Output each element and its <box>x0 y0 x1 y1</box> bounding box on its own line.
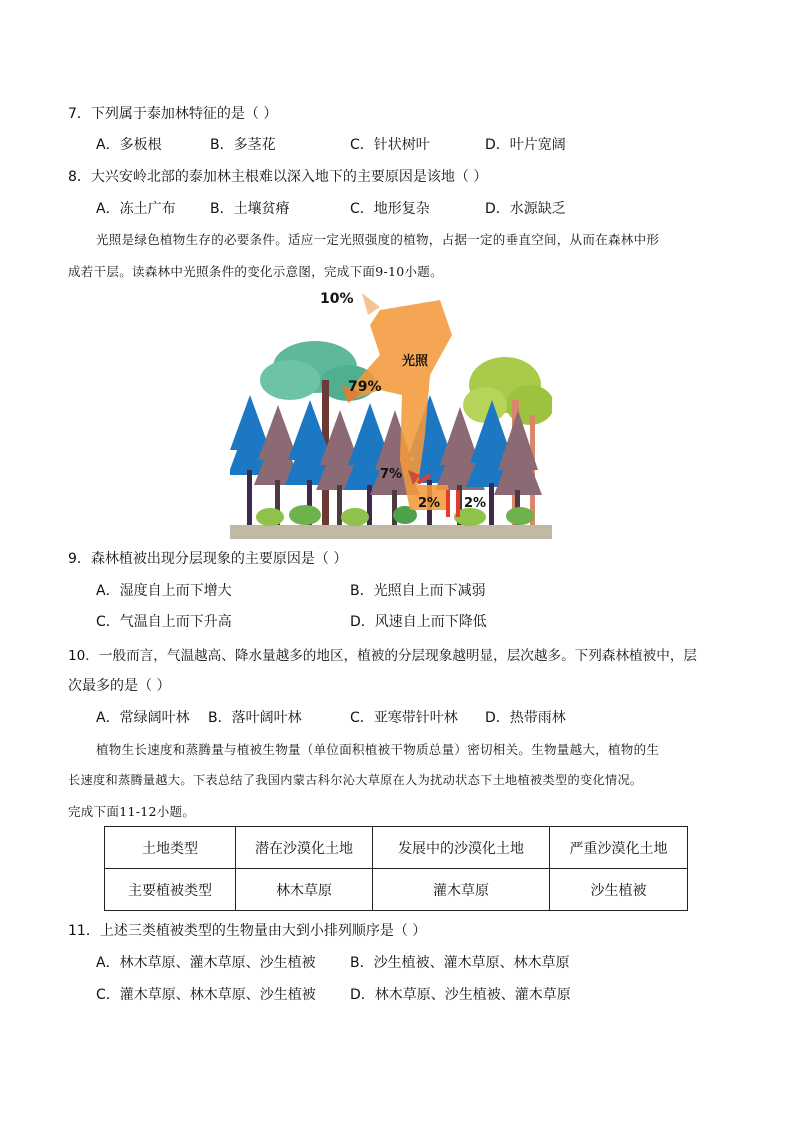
ground <box>230 525 552 539</box>
q11-option-d: D．林木草原、沙生植被、灌木草原 <box>350 987 571 1003</box>
question-9-stem: 9．森林植被出现分层现象的主要原因是（ ） <box>68 551 348 567</box>
table-cell: 严重沙漠化土地 <box>550 827 688 869</box>
q11-option-b: B．沙生植被、灌木草原、林木草原 <box>350 955 570 971</box>
table-cell: 灌木草原 <box>373 869 550 911</box>
q11-option-c: C．灌木草原、林木草原、沙生植被 <box>96 987 316 1003</box>
q10-option-b: B．落叶阔叶林 <box>208 710 302 726</box>
label-light: 光照 <box>402 354 429 369</box>
table-header-row <box>105 827 688 869</box>
label-mid-7pct: 7% <box>380 467 403 482</box>
question-11-stem: 11．上述三类植被类型的生物量由大到小排列顺序是（ ） <box>68 923 427 939</box>
question-8-stem: 8．大兴安岭北部的泰加林主根难以深入地下的主要原因是该地（ ） <box>68 169 488 185</box>
q10-option-d: D．热带雨林 <box>485 710 566 726</box>
intro-9-10-line2: 成若干层。读森林中光照条件的变化示意图，完成下面9-10小题。 <box>68 264 443 279</box>
q7-option-a: A．多板根 <box>96 137 162 153</box>
q10-option-a: A．常绿阔叶林 <box>96 710 190 726</box>
intro-11-12-line2: 长速度和蒸腾量越大。下表总结了我国内蒙古科尔沁大草原在人为扰动状态下土地植被类型的变化情况。 <box>68 773 643 787</box>
land-vegetation-table <box>104 826 688 911</box>
label-low-left-2pct: 2% <box>418 496 441 511</box>
q8-option-c: C．地形复杂 <box>350 201 430 217</box>
q7-option-c: C．针状树叶 <box>350 137 430 153</box>
q7-option-d: D．叶片宽阔 <box>485 137 566 153</box>
label-low-right-2pct: 2% <box>464 496 487 511</box>
label-top-10pct: 10% <box>320 291 354 307</box>
question-10-stem-line1: 10．一般而言，气温越高、降水量越多的地区，植被的分层现象越明显，层次越多。下列森林植被中，层 <box>68 648 698 664</box>
q8-option-b: B．土壤贫瘠 <box>210 201 290 217</box>
q10-option-c: C．亚寒带针叶林 <box>350 710 458 726</box>
table-row <box>105 869 688 911</box>
intro-11-12-line1: 植物生长速度和蒸腾量与植被生物量（单位面积植被干物质总量）密切相关。生物量越大，植物的生 <box>96 742 660 757</box>
conifer-trees <box>230 395 542 525</box>
table-cell: 土地类型 <box>105 827 236 869</box>
q7-option-b: B．多茎花 <box>210 137 276 153</box>
table-cell: 林木草原 <box>236 869 373 911</box>
forest-light-figure <box>230 285 552 541</box>
table-cell: 发展中的沙漠化土地 <box>373 827 550 869</box>
question-10-stem-line2: 次最多的是（ ） <box>68 678 171 694</box>
q9-option-d: D．风速自上而下降低 <box>350 614 487 630</box>
q9-option-c: C．气温自上而下升高 <box>96 614 232 630</box>
q9-option-a: A．湿度自上而下增大 <box>96 583 232 599</box>
q8-option-a: A．冻土广布 <box>96 201 176 217</box>
intro-11-12-line3: 完成下面11-12小题。 <box>68 804 196 819</box>
q8-option-d: D．水源缺乏 <box>485 201 566 217</box>
label-canopy-79pct: 79% <box>348 379 382 395</box>
intro-9-10-line1: 光照是绿色植物生存的必要条件。适应一定光照强度的植物，占据一定的垂直空间，从而在森林中形 <box>96 232 660 247</box>
table-cell: 沙生植被 <box>550 869 688 911</box>
q9-option-b: B．光照自上而下减弱 <box>350 583 486 599</box>
q11-option-a: A．林木草原、灌木草原、沙生植被 <box>96 955 316 971</box>
question-7-stem: 7．下列属于泰加林特征的是（ ） <box>68 106 278 122</box>
table-cell: 主要植被类型 <box>105 869 236 911</box>
table-cell: 潜在沙漠化土地 <box>236 827 373 869</box>
